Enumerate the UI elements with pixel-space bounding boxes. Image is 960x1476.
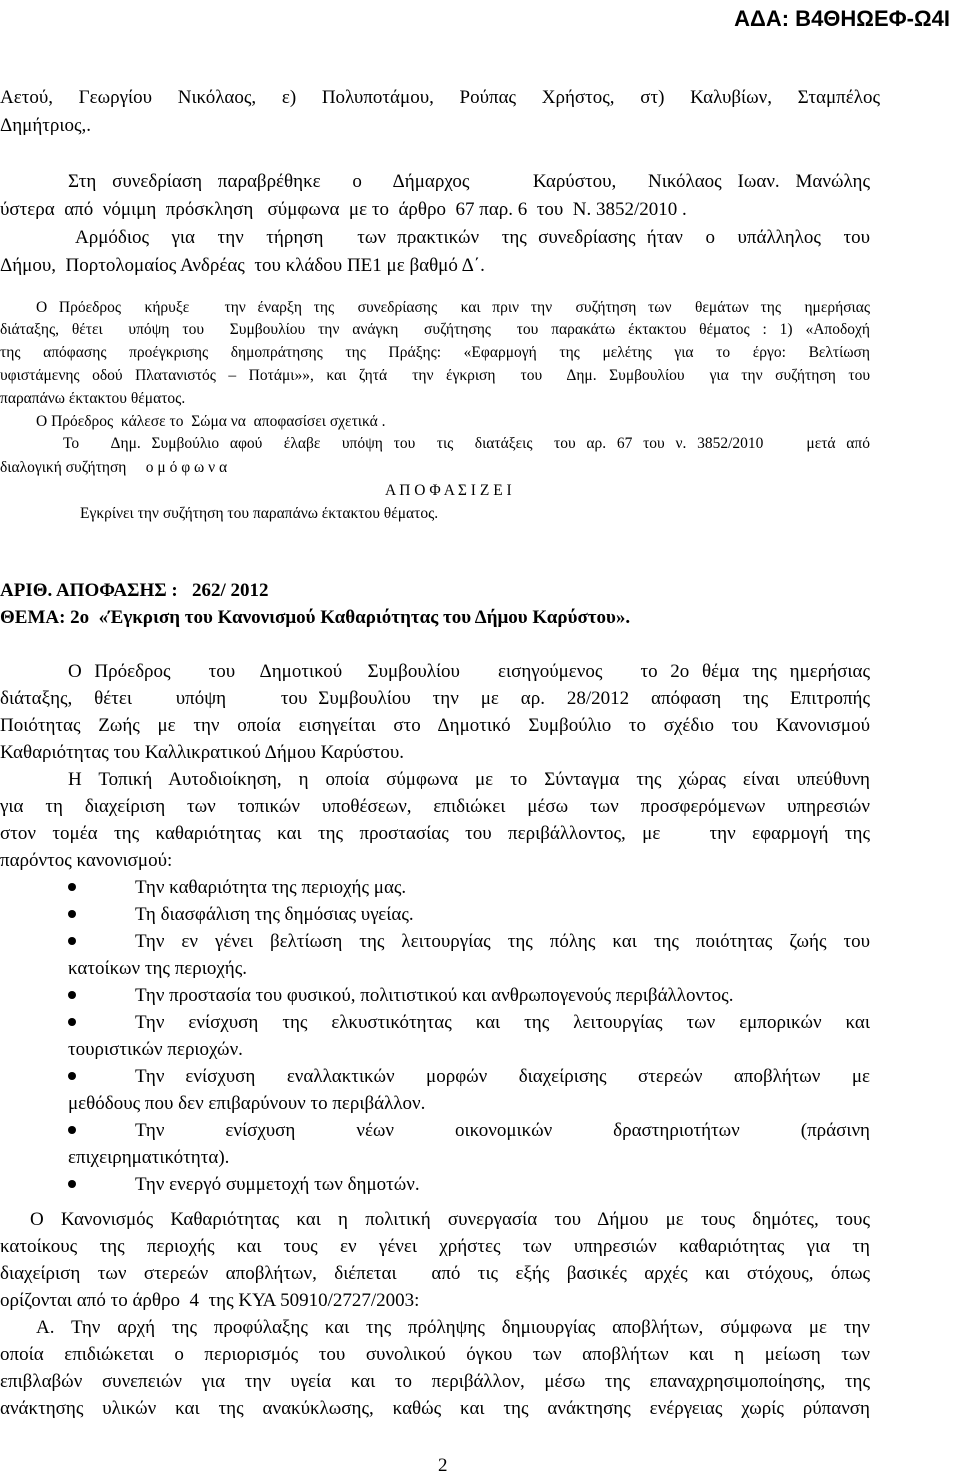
intro-line-4: ύστερα από νόμιμη πρόσκληση σύμφωνα με το άρθρο 67 παρ. 6 του Ν. 3852/2010 .	[0, 199, 687, 220]
urgent-line-4: υφιστάμενης οδού Πλατανιστός – Ποτάμι»», και ζητά την έγκριση του Δημ. Συμβουλίου για την συζήτηση του	[0, 367, 870, 384]
urgent-line-2: διάταξης, θέτει υπόψη του Συμβουλίου την ανάγκη συζήτησης του παρακάτω έκτακτου θέματος : 1) «Αποδοχή	[0, 321, 870, 338]
bullet-item-3-cont: κατοίκων της περιοχής.	[68, 958, 248, 979]
p3-line-3: διαχείριση των στερεών αποβλήτων, διέπεται από τις εξής βασικές αρχές και στόχους, όπως	[0, 1263, 870, 1284]
bullet-item-8: Την ενεργό συμμετοχή των δημοτών.	[135, 1174, 420, 1195]
intro-line-1: Αετού, Γεωργίου Νικόλαος, ε) Πολυποτάμου, Ρούπας Χρήστος, στ) Καλυβίων, Σταμπέλος	[0, 87, 880, 108]
ada-code: ΑΔΑ: Β4ΘΗΩΕΦ-Ω4Ι	[734, 6, 950, 31]
bullet-item-4: Την προστασία του φυσικού, πολιτιστικού και ανθρωπογενούς περιβάλλοντος.	[135, 985, 734, 1006]
bullet-icon	[68, 937, 76, 945]
bullet-item-7-cont: επιχειρηματικότητα).	[68, 1147, 230, 1168]
intro-line-6: Δήμου, Πορτολομαίος Ανδρέας του κλάδου ΠΕ1 με βαθμό Δ΄.	[0, 255, 485, 276]
page-number: 2	[438, 1455, 448, 1476]
p3-line-2: κατοίκους της περιοχής και τους εν γένει χρήστες των υπηρεσιών καθαριότητας για τη	[0, 1236, 870, 1257]
urgent-line-5: παραπάνω έκτακτου θέματος.	[0, 390, 186, 407]
urgent-line-6: Ο Πρόεδρος κάλεσε το Σώμα να αποφασίσει σχετικά .	[36, 413, 386, 430]
bullet-icon	[68, 991, 76, 999]
p2-line-4: παρόντος κανονισμού:	[0, 850, 173, 871]
intro-line-2: Δημήτριος,.	[0, 115, 92, 136]
decides-heading: Α Π Ο Φ Α Σ Ι Ζ Ε Ι	[385, 482, 512, 499]
p4-line-4: ανάκτησης υλικών και της ανακύκλωσης, καθώς και της ανάκτησης ενέργειας χωρίς ρύπανση	[0, 1398, 870, 1419]
bullet-item-1: Την καθαριότητα της περιοχής μας.	[135, 877, 407, 898]
bullet-item-6: Την ενίσχυση εναλλακτικών μορφών διαχείρισης στερεών αποβλήτων με	[135, 1066, 870, 1087]
bullet-icon	[68, 910, 76, 918]
bullet-icon	[68, 1180, 76, 1188]
bullet-item-5: Την ενίσχυση της ελκυστικότητας και της λειτουργίας των εμπορικών και	[135, 1012, 870, 1033]
urgent-line-3: της απόφασης προέγκρισης δημοπράτησης της Πράξης: «Εφαρμογή της μελέτης για το έργο: Βελτίωση	[0, 344, 870, 361]
bullet-item-7: Την ενίσχυση νέων οικονομικών δραστηριοτήτων (πράσινη	[135, 1120, 870, 1141]
urgent-line-7: Το Δημ. Συμβούλιο αφού έλαβε υπόψη του τις διατάξεις του αρ. 67 του ν. 3852/2010 μετά από	[63, 435, 870, 452]
bullet-icon	[68, 883, 76, 891]
decision-subject: ΘΕΜΑ: 2ο «Έγκριση του Κανονισμού Καθαριότητας του Δήμου Καρύστου».	[0, 607, 631, 628]
bullet-item-5-cont: τουριστικών περιοχών.	[68, 1039, 243, 1060]
bullet-icon	[68, 1018, 76, 1026]
bullet-icon	[68, 1126, 76, 1134]
p4-line-1: Α. Την αρχή της προφύλαξης και της πρόληψης δημιουργίας αποβλήτων, σύμφωνα με την	[36, 1317, 870, 1338]
bullet-item-3: Την εν γένει βελτίωση της λειτουργίας της πόλης και της ποιότητας ζωής του	[135, 931, 870, 952]
urgent-line-8: διαλογική συζήτηση ο μ ό φ ω ν α	[0, 459, 228, 476]
p1-line-4: Καθαριότητας του Καλλικρατικού Δήμου Καρύστου.	[0, 742, 405, 763]
decision-number: ΑΡΙΘ. ΑΠΟΦΑΣΗΣ : 262/ 2012	[0, 580, 269, 601]
intro-line-5: Αρμόδιος για την τήρηση των πρακτικών της συνεδρίασης ήταν ο υπάλληλος του	[75, 227, 870, 248]
p1-line-2: διάταξης, θέτει υπόψη του Συμβουλίου την με αρ. 28/2012 απόφαση της Επιτροπής	[0, 688, 870, 709]
p4-line-3: επιβλαβών συνεπειών για την υγεία και το περιβάλλον, μέσω της επαναχρησιμοποίησης, της	[0, 1371, 870, 1392]
p2-line-3: στον τομέα της καθαριότητας και της προστασίας του περιβάλλοντος, με την εφαρμογή της	[0, 823, 870, 844]
bullet-item-6-cont: μεθόδους που δεν επιβαρύνουν το περιβάλλον.	[68, 1093, 426, 1114]
intro-line-3: Στη συνεδρίαση παραβρέθηκε ο Δήμαρχος Καρύστου, Νικόλαος Ιωαν. Μανώλης	[68, 171, 870, 192]
bullet-icon	[68, 1072, 76, 1080]
p2-line-2: για τη διαχείριση των τοπικών υποθέσεων, επιδιώκει μέσω των προσφερόμενων υπηρεσιών	[0, 796, 870, 817]
p3-line-4: ορίζονται από το άρθρο 4 της ΚΥΑ 50910/2727/2003:	[0, 1290, 420, 1311]
p1-line-3: Ποιότητας Ζωής με την οποία εισηγείται στο Δημοτικό Συμβούλιο το σχέδιο του Κανονισμού	[0, 715, 870, 736]
bullet-item-2: Τη διασφάλιση της δημόσιας υγείας.	[135, 904, 414, 925]
p3-line-1: Ο Κανονισμός Καθαριότητας και η πολιτική συνεργασία του Δήμου με τους δημότες, τους	[30, 1209, 870, 1230]
approval-line: Εγκρίνει την συζήτηση του παραπάνω έκτακτου θέματος.	[80, 505, 439, 522]
p4-line-2: οποία επιδιώκεται ο περιορισμός του συνολικού όγκου των αποβλήτων και η μείωση των	[0, 1344, 870, 1365]
urgent-line-1: Ο Πρόεδρος κήρυξε την έναρξη της συνεδρίασης και πριν την συζήτηση των θεμάτων της ημερήσιας	[36, 299, 870, 316]
p2-line-1: Η Τοπική Αυτοδιοίκηση, η οποία σύμφωνα με το Σύνταγμα της χώρας είναι υπεύθυνη	[68, 769, 870, 790]
p1-line-1: Ο Πρόεδρος του Δημοτικού Συμβουλίου εισηγούμενος το 2ο θέμα της ημερήσιας	[68, 661, 870, 682]
